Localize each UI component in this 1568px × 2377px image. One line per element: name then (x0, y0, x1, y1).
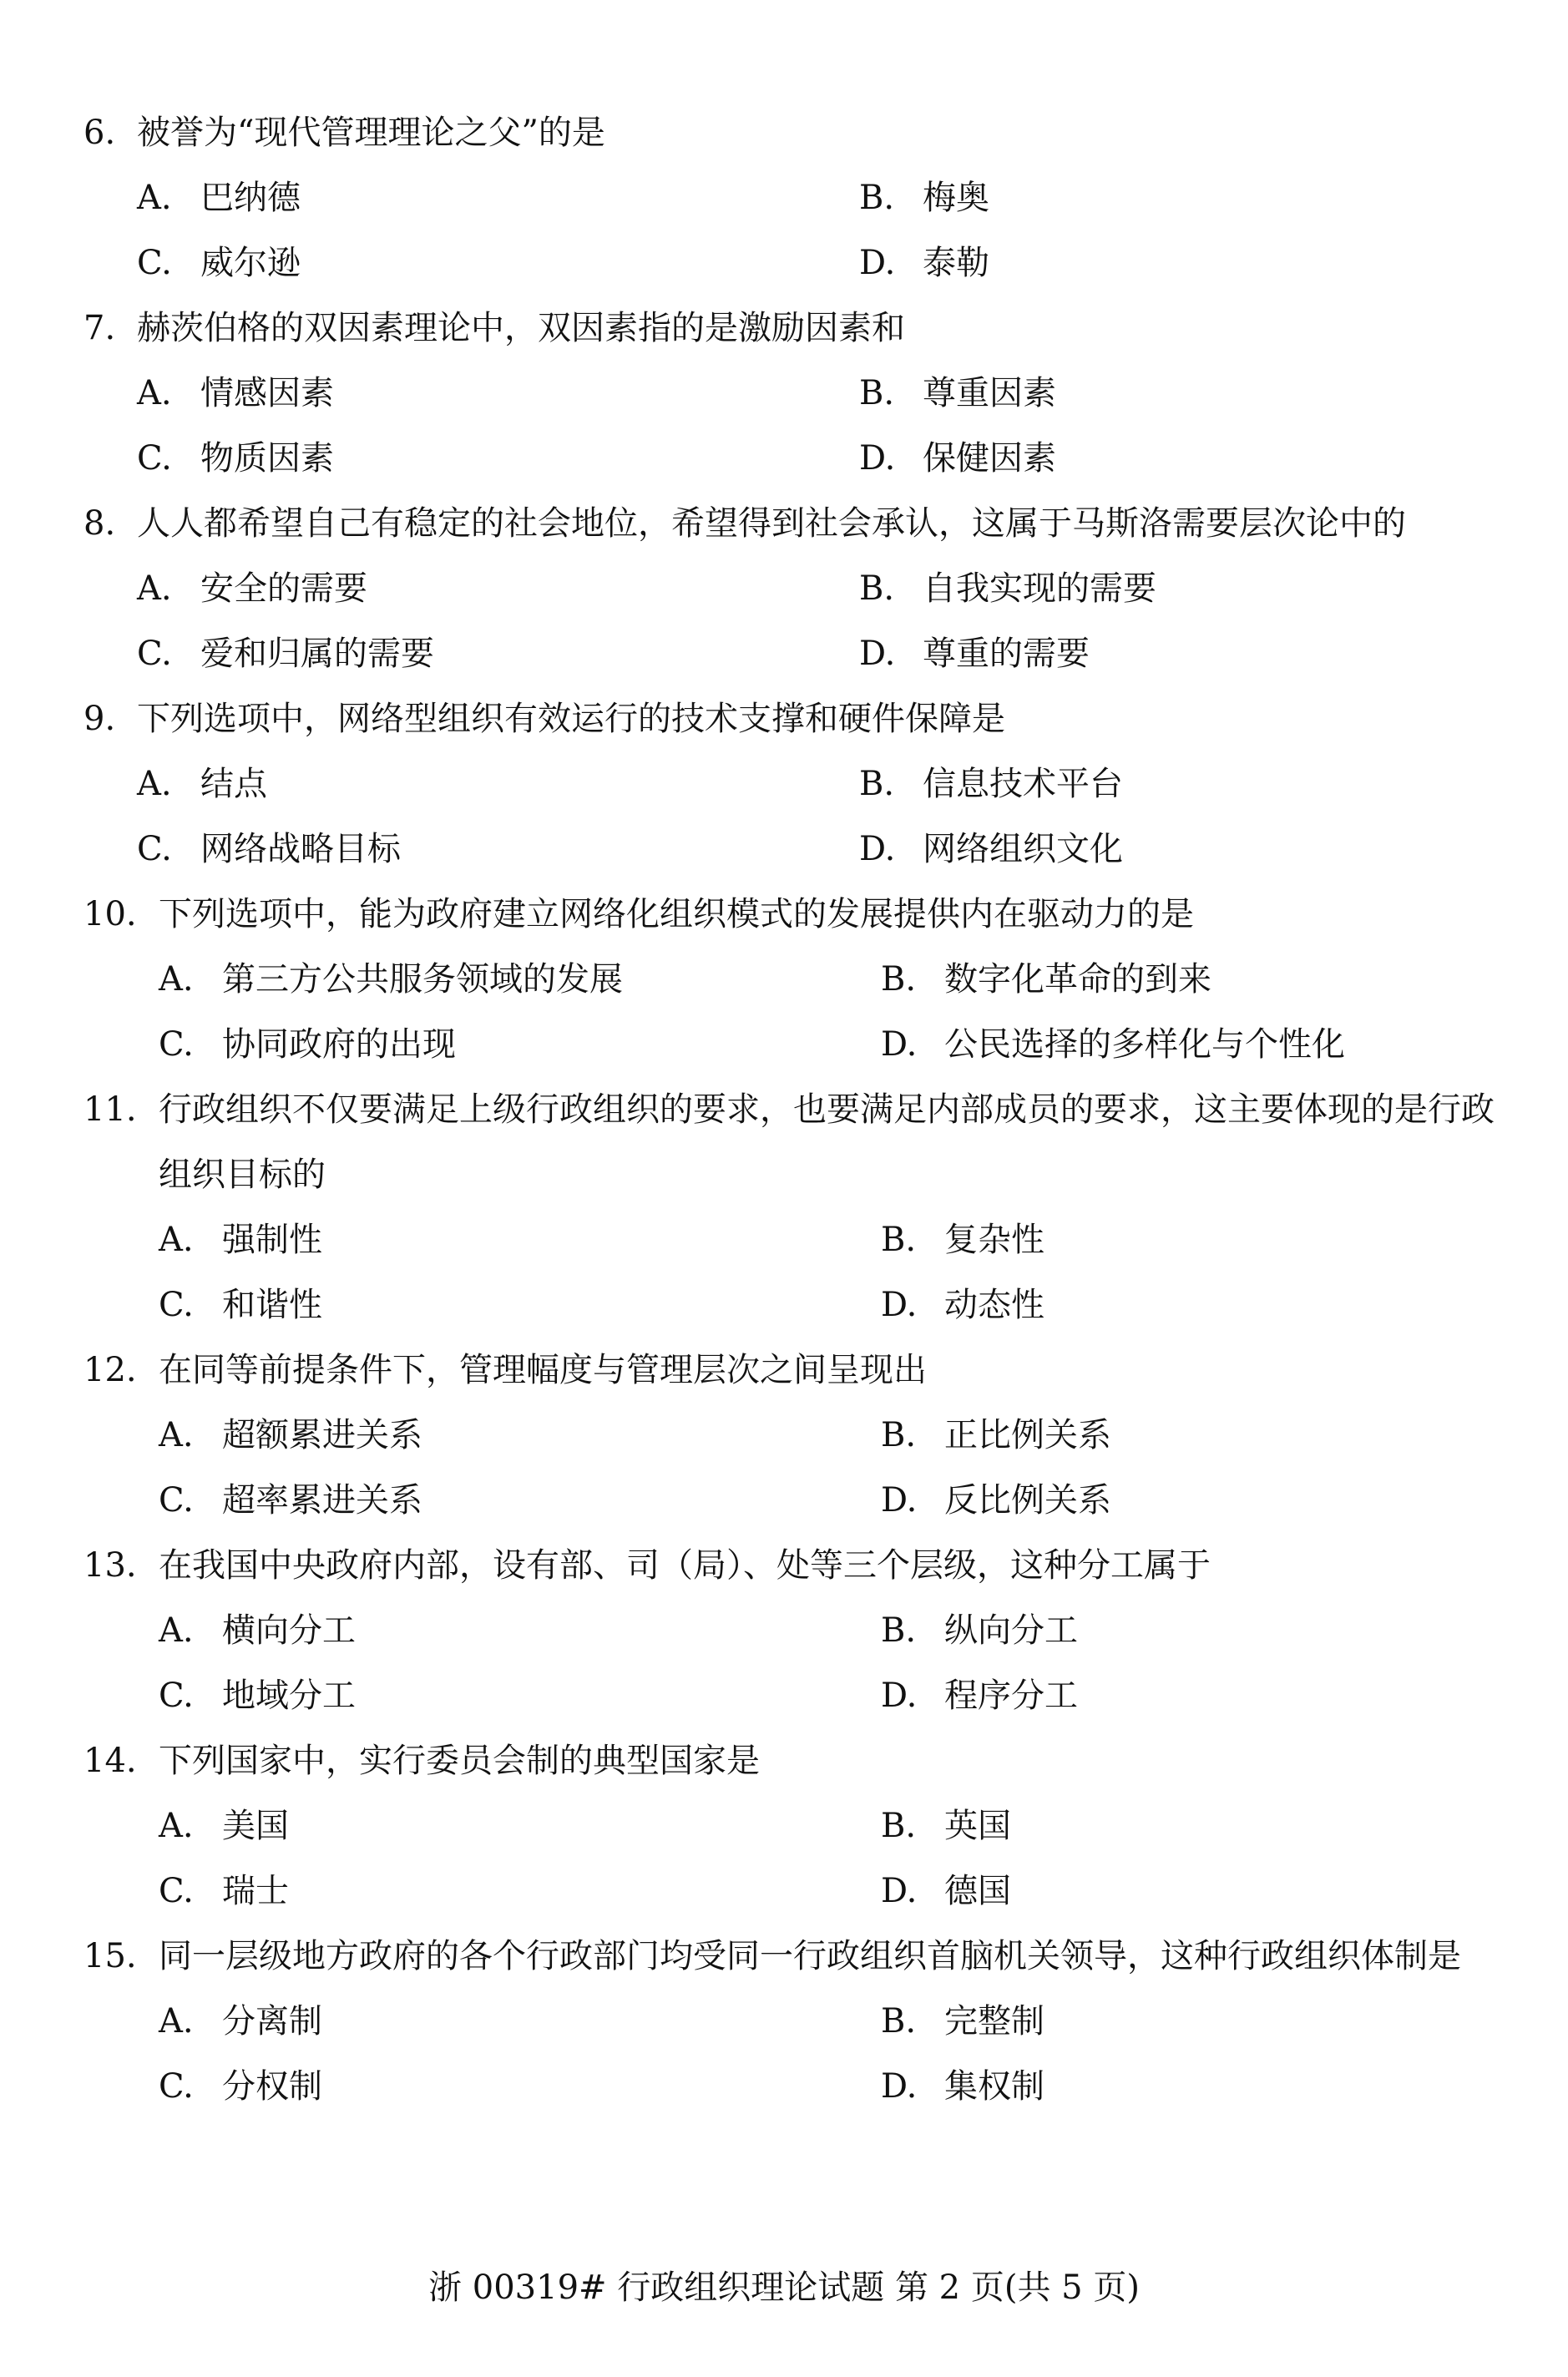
option-d: D. 程序分工 (881, 1677, 1078, 1715)
option-c: C. 瑞士 (159, 1872, 289, 1910)
question-6 (83, 100, 1503, 296)
option-b: B. 复杂性 (881, 1221, 1044, 1259)
option-a: A. 强制性 (159, 1221, 322, 1259)
question-stem: 行政组织不仅要满足上级行政组织的要求，也要满足内部成员的要求，这主要体现的是行政组织目标的 (159, 1090, 1495, 1194)
question-number: 7. (83, 309, 116, 347)
option-b: B. 梅奥 (859, 179, 989, 217)
question-number: 12. (83, 1351, 137, 1389)
option-grid (83, 751, 1503, 882)
option-d: D. 集权制 (881, 2067, 1044, 2106)
option-grid (83, 165, 1503, 296)
option-grid (83, 1598, 1503, 1728)
option-d: D. 德国 (881, 1872, 1011, 1910)
option-grid (83, 1989, 1503, 2119)
option-b: B. 英国 (881, 1807, 1011, 1845)
option-grid (83, 947, 1503, 1077)
question-15 (83, 1924, 1503, 2119)
question-stem: 同一层级地方政府的各个行政部门均受同一行政组织首脑机关领导，这种行政组织体制是 (159, 1937, 1461, 1975)
option-a: A. 结点 (137, 765, 267, 803)
option-c: C. 超率累进关系 (159, 1481, 422, 1520)
question-number: 6. (83, 114, 116, 152)
option-c: C. 协同政府的出现 (159, 1025, 456, 1064)
option-a: A. 美国 (159, 1807, 289, 1845)
question-stem: 下列选项中，网络型组织有效运行的技术支撑和硬件保障是 (137, 700, 1005, 738)
option-b: B. 正比例关系 (881, 1416, 1111, 1454)
option-grid (83, 1207, 1503, 1338)
page-footer: 浙 00319# 行政组织理论试题 第 2 页(共 5 页) (428, 2268, 1140, 2307)
option-b: B. 完整制 (881, 2002, 1044, 2041)
option-c: C. 威尔逊 (137, 244, 301, 282)
option-grid (83, 556, 1503, 686)
option-a: A. 情感因素 (137, 374, 334, 412)
question-stem: 被誉为“现代管理理论之父”的是 (137, 114, 605, 152)
option-c: C. 分权制 (159, 2067, 322, 2106)
option-c: C. 和谐性 (159, 1286, 322, 1324)
question-number: 11. (83, 1090, 137, 1129)
option-d: D. 网络组织文化 (859, 830, 1123, 868)
option-b: B. 纵向分工 (881, 1611, 1078, 1650)
option-d: D. 泰勒 (859, 244, 989, 282)
option-d: D. 保健因素 (859, 439, 1056, 478)
question-stem: 下列国家中，实行委员会制的典型国家是 (159, 1742, 760, 1780)
option-b: B. 尊重因素 (859, 374, 1056, 412)
option-grid (83, 1793, 1503, 1924)
option-d: D. 反比例关系 (881, 1481, 1111, 1520)
option-b: B. 自我实现的需要 (859, 569, 1156, 608)
question-number: 10. (83, 895, 137, 933)
question-11 (83, 1077, 1503, 1338)
option-c: C. 地域分工 (159, 1677, 356, 1715)
question-stem: 在我国中央政府内部，设有部、司（局）、处等三个层级，这种分工属于 (159, 1546, 1211, 1585)
option-a: A. 巴纳德 (137, 179, 301, 217)
question-stem: 人人都希望自己有稳定的社会地位，希望得到社会承认，这属于马斯洛需要层次论中的 (137, 504, 1406, 543)
option-d: D. 尊重的需要 (859, 635, 1090, 673)
option-d: D. 公民选择的多样化与个性化 (881, 1025, 1345, 1064)
option-b: B. 数字化革命的到来 (881, 960, 1211, 999)
question-number: 8. (83, 504, 116, 543)
option-d: D. 动态性 (881, 1286, 1044, 1324)
question-stem: 下列选项中，能为政府建立网络化组织模式的发展提供内在驱动力的是 (159, 895, 1194, 933)
option-a: A. 第三方公共服务领域的发展 (159, 960, 623, 999)
question-number: 15. (83, 1937, 137, 1975)
question-number: 9. (83, 700, 116, 738)
option-a: A. 安全的需要 (137, 569, 367, 608)
question-list (83, 100, 1503, 2119)
option-c: C. 爱和归属的需要 (137, 635, 434, 673)
option-a: A. 超额累进关系 (159, 1416, 422, 1454)
question-9 (83, 686, 1503, 882)
option-c: C. 网络战略目标 (137, 830, 401, 868)
option-grid (83, 1403, 1503, 1533)
option-grid (83, 361, 1503, 491)
question-8 (83, 491, 1503, 686)
option-a: A. 分离制 (159, 2002, 322, 2041)
option-b: B. 信息技术平台 (859, 765, 1123, 803)
question-number: 14. (83, 1742, 137, 1780)
question-stem: 在同等前提条件下，管理幅度与管理层次之间呈现出 (159, 1351, 927, 1389)
question-7 (83, 296, 1503, 491)
question-14 (83, 1728, 1503, 1924)
question-13 (83, 1533, 1503, 1728)
question-10 (83, 882, 1503, 1077)
question-12 (83, 1338, 1503, 1533)
option-a: A. 横向分工 (159, 1611, 356, 1650)
question-stem: 赫茨伯格的双因素理论中，双因素指的是激励因素和 (137, 309, 905, 347)
question-number: 13. (83, 1546, 137, 1585)
option-c: C. 物质因素 (137, 439, 334, 478)
